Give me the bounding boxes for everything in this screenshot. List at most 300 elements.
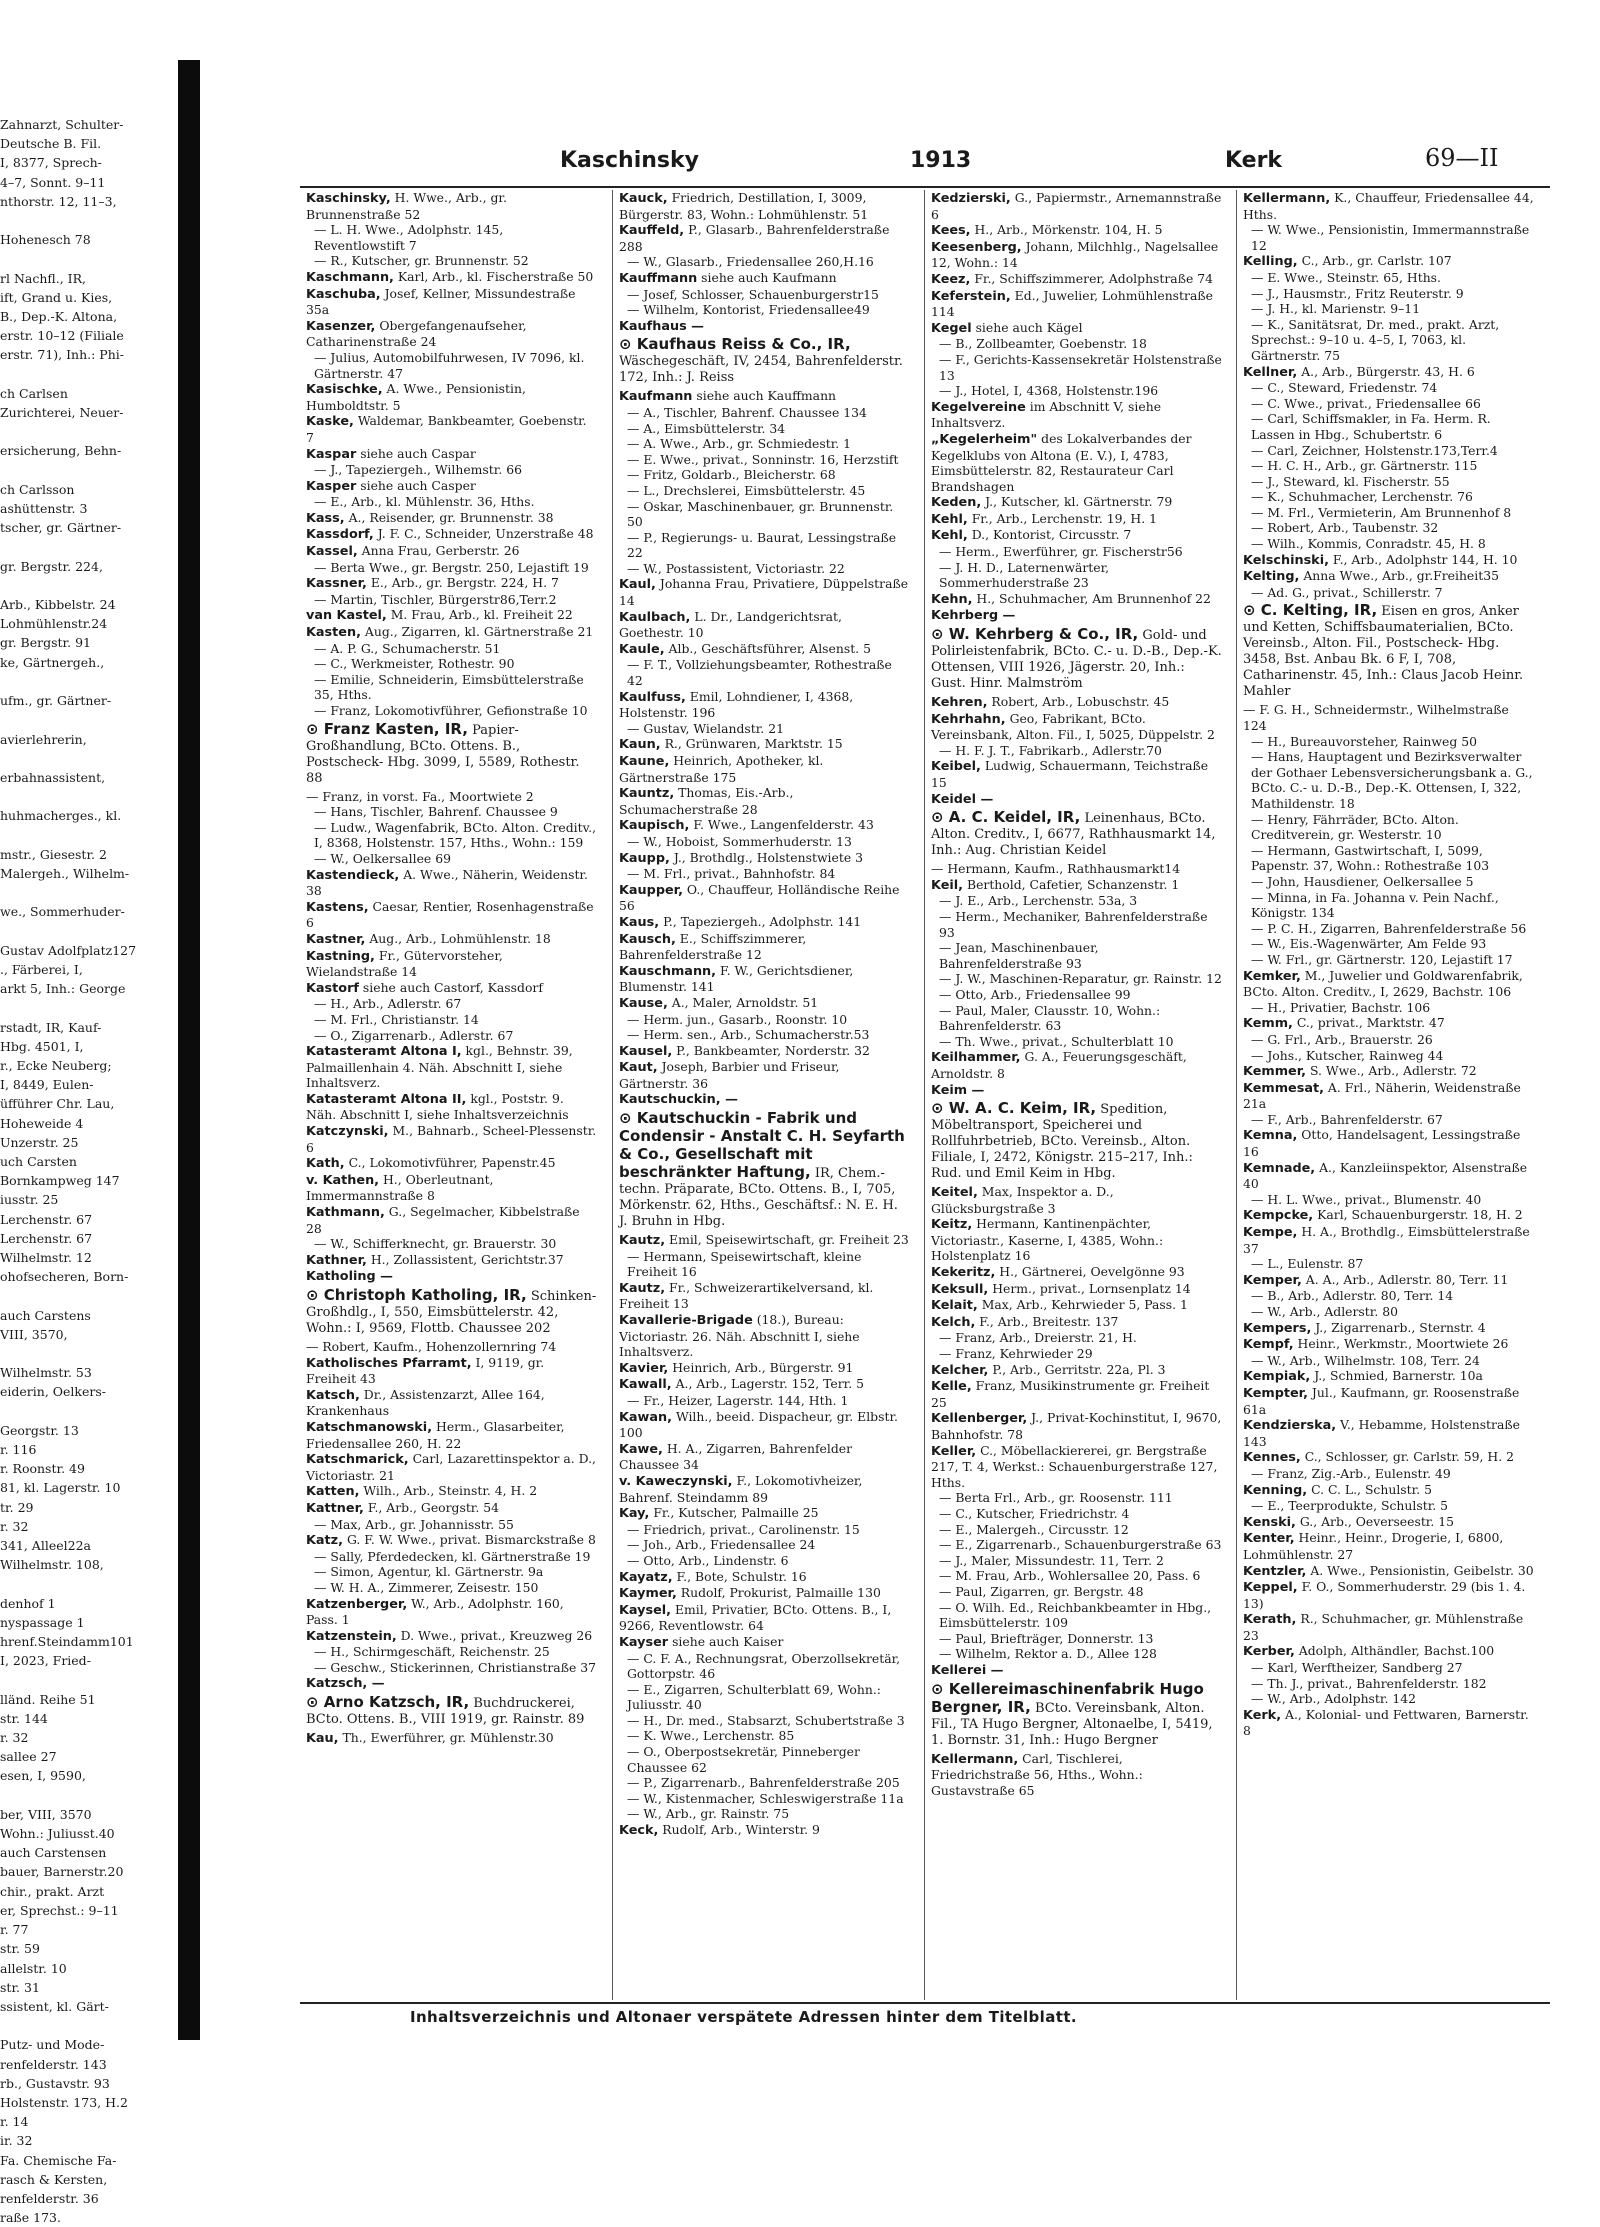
entry-text: — Franz, in vorst. Fa., Moortwiete 2 xyxy=(306,788,534,804)
directory-entry xyxy=(300,624,601,719)
header-year: 1913 xyxy=(910,148,972,173)
left-page-line: ift, Grand u. Kies, xyxy=(0,289,113,305)
entry-text: C., Schlosser, gr. Carlstr. 59, H. 2 xyxy=(1304,1449,1514,1465)
directory-entry xyxy=(1237,1272,1538,1320)
entry-name: Kassner, xyxy=(306,576,367,592)
firm-advert xyxy=(300,1285,601,1339)
entry-subline: — W. H. A., Zimmerer, Zeisestr. 150 xyxy=(314,1579,539,1595)
directory-entry xyxy=(300,526,601,543)
entry-subline: — F., Gerichts-Kassensekretär Holstenstraße 13 xyxy=(939,351,1222,383)
entry-subline: — Friedrich, privat., Carolinenstr. 15 xyxy=(627,1521,860,1537)
directory-entry xyxy=(613,1602,914,1634)
left-page-line: I, 8449, Eulen- xyxy=(0,1077,94,1093)
left-page-line xyxy=(0,1344,178,1363)
entry-subline: — Wilhelm, Kontorist, Friedensallee49 xyxy=(627,302,870,318)
directory-entry xyxy=(925,190,1226,222)
left-page-line xyxy=(0,576,178,595)
entry-subline: — A., Tischler, Bahrenf. Chaussee 134 xyxy=(627,404,867,420)
entry-text: K., Chauffeur, Friedensallee 44, Hths. xyxy=(1243,190,1534,222)
entry-name: Kellermann, xyxy=(931,1751,1019,1767)
firm-details: Leinenhaus, BCto. Alton. Creditv., I, 6677, Rathhausmarkt 14, Inh.: Aug. Christian Keidel xyxy=(931,811,1216,859)
entry-name: Kawan, xyxy=(619,1409,672,1425)
directory-entry xyxy=(925,527,1226,590)
entry-subline: — F. T., Vollziehungsbeamter, Rothestraße 42 xyxy=(627,657,892,689)
entry-name: Kau, xyxy=(306,1731,339,1747)
entry-subline: — C., Werkmeister, Rothestr. 90 xyxy=(314,656,515,672)
entry-text: J., Privat-Kochinstitut, I, 9670, Bahnhofstr. 78 xyxy=(931,1410,1222,1442)
entry-subline: — Henry, Fährräder, BCto. Alton. Creditverein, gr. Westerstr. 10 xyxy=(1251,811,1459,843)
left-page-line: Hohenesch 78 xyxy=(0,232,91,248)
entry-name: Katasteramt Altona I, xyxy=(306,1044,462,1060)
left-page-line: rasch & Kersten, xyxy=(0,2171,108,2187)
firm-name: ⊙ Kautschuckin - Fabrik und Condensir - Anstalt C. H. Seyfarth & Co., Gesellschaft mit beschränkter Haftung, xyxy=(619,1109,905,1182)
entry-text: Heinrich, Apotheker, kl. Gärtnerstraße 175 xyxy=(619,753,824,785)
entry-text: A. Wwe., Pensionistin, Humboldtstr. 5 xyxy=(306,381,526,413)
entry-name: Keibel, xyxy=(931,759,981,775)
entry-name: Keim — xyxy=(931,1082,985,1098)
left-page-line: ohofsecheren, Born- xyxy=(0,1269,129,1285)
entry-text: F. Wwe., Langenfelderstr. 43 xyxy=(693,817,874,833)
entry-subline: — Berta Frl., Arb., gr. Roosenstr. 111 xyxy=(939,1490,1173,1506)
entry-subline: — M. Frl., privat., Bahnhofstr. 84 xyxy=(627,866,836,882)
directory-entry xyxy=(925,1410,1226,1442)
directory-entry xyxy=(613,641,914,689)
entry-text: O., Chauffeur, Holländische Reihe 56 xyxy=(619,881,900,914)
left-page-line: r. 14 xyxy=(0,2114,29,2130)
entry-subline: — H. F. J. T., Fabrikarb., Adlerstr.70 xyxy=(939,742,1162,758)
entry-text: — F. G. H., Schneidermstr., Wilhelmstraße 124 xyxy=(1243,702,1509,734)
entry-name: Kathmann, xyxy=(306,1205,385,1221)
entry-subline: — W., Schifferknecht, gr. Brauerstr. 30 xyxy=(314,1236,557,1252)
left-page-line: r. Roonstr. 49 xyxy=(0,1461,85,1477)
entry-text: A. Frl., Näherin, Weidenstraße 21a xyxy=(1243,1079,1521,1112)
entry-subline: — J., Hausmstr., Fritz Reuterstr. 9 xyxy=(1251,285,1464,301)
entry-text: D. Wwe., privat., Kreuzweg 26 xyxy=(400,1627,593,1643)
entry-text: Fr., Gütervorsteher, Wielandstraße 14 xyxy=(306,947,503,980)
entry-name: Kauffmann xyxy=(619,270,698,286)
left-page-line xyxy=(0,2016,178,2035)
entry-name: Keden, xyxy=(931,495,982,511)
entry-name: Keller, xyxy=(931,1443,977,1459)
left-page-line: ufm., gr. Gärtner- xyxy=(0,693,112,709)
entry-name: Kavier, xyxy=(619,1360,669,1376)
entry-text: Herm., privat., Lornsenplatz 14 xyxy=(992,1280,1191,1296)
entry-name: Kehrberg — xyxy=(931,608,1016,624)
entry-subline: — J. H. D., Laternenwärter, Sommerhuderstraße 23 xyxy=(939,559,1110,591)
entry-text: Johann, Milchhlg., Nagelsallee 12, Wohn.: 14 xyxy=(931,238,1219,271)
entry-name: Kemker, xyxy=(1243,968,1301,984)
left-page-line: Georgstr. 13 xyxy=(0,1422,79,1438)
entry-name: Keidel — xyxy=(931,791,994,807)
directory-entry xyxy=(300,1268,601,1285)
entry-subline: — J. W., Maschinen-Reparatur, gr. Rainstr. 12 xyxy=(939,971,1222,987)
entry-text: Wilh., beeid. Dispacheur, gr. Elbstr. 100 xyxy=(619,1408,898,1441)
entry-subline: — Simon, Agentur, kl. Gärtnerstr. 9a xyxy=(314,1564,544,1580)
entry-name: Kempf, xyxy=(1243,1337,1294,1353)
left-page-line: Fa. Chemische Fa- xyxy=(0,2152,117,2168)
entry-text: siehe auch Kaufmann xyxy=(701,269,837,285)
directory-entry xyxy=(1237,968,1538,1016)
entry-subline: — Th. J., privat., Bahrenfelderstr. 182 xyxy=(1251,1675,1487,1691)
entry-text: Ludwig, Schauermann, Teichstraße 15 xyxy=(931,758,1209,790)
entry-text: E., Schiffszimmerer, Bahrenfelderstraße 12 xyxy=(619,930,807,963)
left-page-line xyxy=(0,672,178,691)
left-page-line: I, 2023, Fried- xyxy=(0,1653,91,1669)
left-page-line: sallee 27 xyxy=(0,1749,57,1765)
left-page-line: tr. 29 xyxy=(0,1499,34,1515)
entry-text: C., Möbellackiererei, gr. Bergstraße 217, T. 4, Werkst.: Schauenburgerstraße 127, Hths. xyxy=(931,1442,1218,1490)
left-page-line: r. 116 xyxy=(0,1442,37,1458)
left-page-line: str. 59 xyxy=(0,1941,40,1957)
directory-entry xyxy=(613,1569,914,1586)
directory-entry xyxy=(1237,568,1538,600)
entry-name: Kaulbach, xyxy=(619,609,691,625)
entry-subline: — W., Arb., Adolphstr. 142 xyxy=(1251,1691,1416,1707)
entry-subline: — H., Schirmgeschäft, Reichenstr. 25 xyxy=(314,1644,550,1660)
entry-text: Heinr., Werkmstr., Moortwiete 26 xyxy=(1297,1336,1509,1352)
directory-entry xyxy=(1237,1063,1538,1080)
entry-text: H., Schuhmacher, Am Brunnenhof 22 xyxy=(976,590,1211,606)
directory-page xyxy=(300,140,1550,2026)
directory-entry xyxy=(925,1362,1226,1379)
header-rule xyxy=(300,186,1550,188)
directory-entry xyxy=(1237,1579,1538,1611)
left-page-line xyxy=(0,883,178,902)
firm-details: IR, Chem.-techn. Präparate, BCto. Ottens. B., I, 705, Mörkenstr. 62, Hths., Geschäftsf.: N. E. H. J. Bruhn in Hbg. xyxy=(619,1166,898,1230)
left-page-line xyxy=(0,537,178,556)
entry-subline: — John, Hausdiener, Oelkersallee 5 xyxy=(1251,873,1474,889)
left-page-line: Wilhelmstr. 108, xyxy=(0,1557,104,1573)
entry-subline: — H., Arb., Adlerstr. 67 xyxy=(314,996,462,1012)
entry-subline: — Gustav, Wielandstr. 21 xyxy=(627,720,784,736)
entry-subline: — Herm., Mechaniker, Bahrenfelderstraße 93 xyxy=(939,908,1208,940)
left-page-line: nthorstr. 12, 11–3, xyxy=(0,193,117,209)
entry-text: Thomas, Eis.-Arb., Schumacherstraße 28 xyxy=(619,785,794,817)
entry-text: Emil, Speisewirtschaft, gr. Freiheit 23 xyxy=(669,1232,909,1248)
entry-text: Fr., Schiffszimmerer, Adolphstraße 74 xyxy=(974,270,1214,286)
firm-details: Eisen en gros, Anker und Ketten, Schiffsbaumaterialien, BCto. Vereinsb., Alton. Fil., Postscheck- Hbg. 3458, Bst. Anbau Bk. 6 F, I, 708, Catharinenstr. 45, Inh.: Claus Jacob Heinr. Mahler xyxy=(1243,604,1524,700)
entry-text: A., Kolonial- und Fettwaren, Barnerstr. 8 xyxy=(1243,1706,1529,1739)
entry-subline: — Hans, Hauptagent und Bezirksverwalter der Gothaer Lebensversicherungsbank a. G., BCto. C.- u. D.-B., Dep.-K. Ottensen, I, 322, Mathildenstr. 18 xyxy=(1251,749,1533,811)
entry-name: Kath, xyxy=(306,1156,345,1172)
entry-subline: — Carl, Zeichner, Holstenstr.173,Terr.4 xyxy=(1251,442,1498,458)
entry-name: Kempter, xyxy=(1243,1385,1308,1401)
directory-entry xyxy=(1237,1385,1538,1417)
directory-entry xyxy=(613,1043,914,1060)
directory-entry xyxy=(613,850,914,882)
directory-entry xyxy=(300,1091,601,1123)
entry-text: J., Zigarrenarb., Sternstr. 4 xyxy=(1315,1319,1486,1335)
entry-name: Kelch, xyxy=(931,1314,976,1330)
directory-entry xyxy=(1237,364,1538,552)
directory-entry xyxy=(1237,1449,1538,1481)
entry-text: Max, Inspektor a. D., Glücksburgstraße 3 xyxy=(931,1184,1114,1216)
directory-entry xyxy=(925,1281,1226,1298)
left-page-line: er, Sprechst.: 9–11 xyxy=(0,1902,119,1918)
entry-subline: — H. C. H., Arb., gr. Gärtnerstr. 115 xyxy=(1251,458,1478,474)
entry-text: A., Reisender, gr. Brunnenstr. 38 xyxy=(348,509,554,525)
entry-text: H. A., Brothdlg., Eimsbüttelerstraße 37 xyxy=(1243,1224,1530,1256)
entry-name: Katasteramt Altona II, xyxy=(306,1091,467,1107)
directory-entry xyxy=(925,694,1226,711)
entry-subline: — W., Postassistent, Victoriastr. 22 xyxy=(627,560,845,576)
left-page-line: Wilhelmstr. 12 xyxy=(0,1249,92,1265)
footer-note: Inhaltsverzeichnis und Altonaer verspätete Adressen hinter dem Titelblatt. xyxy=(410,2008,1077,2026)
entry-text: V., Hebamme, Holstenstraße 143 xyxy=(1243,1417,1520,1449)
entry-name: Kastning, xyxy=(306,948,375,964)
entry-name: Kemper, xyxy=(1243,1272,1302,1288)
directory-entry xyxy=(300,1483,601,1500)
entry-name: Kenski, xyxy=(1243,1514,1296,1530)
entry-name: Kempcke, xyxy=(1243,1208,1314,1224)
page-header xyxy=(300,140,1550,186)
left-page-line: r. 77 xyxy=(0,1922,29,1938)
left-page-line: ersicherung, Behn- xyxy=(0,443,122,459)
entry-subline: — L. H. Wwe., Adolphstr. 145, Reventlowstift 7 xyxy=(314,222,504,253)
left-page-line: Hbg. 4501, I, xyxy=(0,1038,84,1054)
entry-name: Kaspar xyxy=(306,446,357,462)
entry-name: Keilhammer, xyxy=(931,1050,1021,1066)
entry-subline: — Fr., Heizer, Lagerstr. 144, Hth. 1 xyxy=(627,1393,849,1408)
left-page-line: Zurichterei, Neuer- xyxy=(0,405,124,421)
left-page-line: r. 32 xyxy=(0,1730,29,1746)
left-page-line: Unzerstr. 25 xyxy=(0,1134,79,1150)
entry-text: Fr., Kutscher, Palmaille 25 xyxy=(653,1505,819,1521)
left-page-line: arkt 5, Inh.: George xyxy=(0,981,126,997)
directory-entry xyxy=(613,1822,914,1839)
entry-subline: — P. C. H., Zigarren, Bahrenfelderstraße 56 xyxy=(1251,920,1527,936)
entry-subline: — Jean, Maschinenbauer, Bahrenfelderstraße 93 xyxy=(939,940,1099,971)
left-page-line xyxy=(0,422,178,441)
entry-name: Kaschinsky, xyxy=(306,191,391,206)
left-page-line xyxy=(0,922,178,941)
entry-text: H. A., Zigarren, Bahrenfelder Chaussee 34 xyxy=(619,1440,853,1473)
entry-subline: — H. L. Wwe., privat., Blumenstr. 40 xyxy=(1251,1191,1482,1207)
firm-name: ⊙ Christoph Katholing, IR, xyxy=(306,1286,527,1304)
entry-text: Th., Ewerführer, gr. Mühlenstr.30 xyxy=(342,1730,554,1746)
directory-entry xyxy=(925,511,1226,528)
left-page-line: I, 8377, Sprech- xyxy=(0,155,102,171)
entry-text: Fr., Schweizerartikelversand, kl. Freiheit 13 xyxy=(619,1279,874,1312)
entry-name: Kehl, xyxy=(931,528,968,544)
entry-name: Kemna, xyxy=(1243,1128,1298,1144)
entry-name: Kelschinski, xyxy=(1243,552,1329,568)
directory-entry xyxy=(1237,1336,1538,1368)
directory-entry xyxy=(1237,1530,1538,1562)
directory-entry xyxy=(925,1264,1226,1281)
entry-subline: — Max, Arb., gr. Johannisstr. 55 xyxy=(314,1516,514,1532)
entry-name: Kautz, xyxy=(619,1280,666,1296)
firm-name: ⊙ Kaufhaus Reiss & Co., IR, xyxy=(619,335,851,354)
left-page-line xyxy=(0,749,178,768)
entry-subline: — Th. Wwe., privat., Schulterblatt 10 xyxy=(939,1033,1174,1049)
entry-name: Kendzierska, xyxy=(1243,1418,1337,1434)
entry-name: van Kastel, xyxy=(306,608,387,624)
left-page-line: mstr., Giesestr. 2 xyxy=(0,846,107,862)
directory-entry xyxy=(613,1091,914,1108)
directory-entry xyxy=(613,318,914,335)
entry-text: Johanna Frau, Privatiere, Düppelstraße 14 xyxy=(619,576,909,609)
directory-entry xyxy=(300,446,601,478)
left-page-line: r., Ecke Neuberg; xyxy=(0,1057,112,1073)
left-page-line: Malergeh., Wilhelm- xyxy=(0,865,130,881)
directory-entry xyxy=(300,980,601,1043)
entry-name: Kegelvereine xyxy=(931,399,1026,415)
entry-name: Kellner, xyxy=(1243,364,1298,380)
directory-entry xyxy=(925,877,1226,1050)
entry-subline: — W., Arb., gr. Rainstr. 75 xyxy=(627,1806,790,1822)
entry-name: Kasten, xyxy=(306,625,361,641)
entry-text: R., Grünwaren, Marktstr. 15 xyxy=(664,736,843,752)
directory-entry xyxy=(613,1585,914,1602)
entry-text: Hermann, Kantinenpächter, Victoriastr., Kaserne, I, 4385, Wohn.: Holstenplatz 16 xyxy=(931,1216,1164,1264)
left-page-line xyxy=(0,1574,178,1593)
left-page-line: r. 32 xyxy=(0,1518,29,1534)
entry-name: Kavallerie-Brigade xyxy=(619,1313,753,1329)
directory-entry xyxy=(1237,1207,1538,1224)
directory-entry xyxy=(300,510,601,527)
entry-name: Kaupp, xyxy=(619,850,670,866)
entry-subline: — Franz, Kehrwieder 29 xyxy=(939,1346,1093,1362)
entry-text: Karl, Schauenburgerstr. 18, H. 2 xyxy=(1317,1207,1523,1223)
left-page-line xyxy=(0,1670,178,1689)
entry-name: Kaupisch, xyxy=(619,818,690,834)
directory-entry xyxy=(613,609,914,641)
left-page-line: erstr. 71), Inh.: Phi- xyxy=(0,347,124,363)
directory-entry xyxy=(925,1297,1226,1314)
directory-entry xyxy=(1237,253,1538,363)
entry-name: Kass, xyxy=(306,510,345,526)
directory-entry xyxy=(300,931,601,948)
entry-text: Rudolf, Arb., Winterstr. 9 xyxy=(662,1822,820,1838)
entry-text: M. Frau, Arb., kl. Freiheit 22 xyxy=(390,607,573,623)
entry-name: Kautz, xyxy=(619,1233,666,1249)
entry-name: Kellerei — xyxy=(931,1662,1004,1678)
entry-name: Katholing — xyxy=(306,1269,393,1285)
left-page-line: denhof 1 xyxy=(0,1595,56,1611)
entry-text: F., Bote, Schulstr. 16 xyxy=(676,1568,807,1584)
entry-text: kgl., Poststr. 9. Näh. Abschnitt I, siehe Inhaltsverzeichnis xyxy=(306,1090,569,1123)
firm-details: Buchdruckerei, BCto. Ottens. B., VIII 1919, gr. Rainstr. 89 xyxy=(306,1696,585,1728)
left-page-line: raße 173. xyxy=(0,2210,61,2226)
entry-name: Katschmanowski, xyxy=(306,1419,433,1435)
left-page-line xyxy=(0,710,178,729)
entry-subline: — B., Zollbeamter, Goebenstr. 18 xyxy=(939,336,1147,352)
entry-text: kgl., Behnstr. 39, Palmaillenhain 4. Näh. Abschnitt I, siehe Inhaltsverz. xyxy=(306,1043,573,1091)
entry-name: Kelcher, xyxy=(931,1362,989,1378)
directory-entry xyxy=(1237,702,1538,967)
entry-text: G., Papiermstr., Arnemannstraße 6 xyxy=(931,190,1222,222)
directory-entry xyxy=(925,320,1226,399)
entry-subline: — J., Steward, kl. Fischerstr. 55 xyxy=(1251,473,1450,489)
firm-details: Wäschegeschäft, IV, 2454, Bahrenfelderstr. 172, Inh.: J. Reiss xyxy=(619,354,903,386)
entry-name: Kasenzer, xyxy=(306,318,376,334)
entry-name: Katten, xyxy=(306,1484,360,1500)
left-page-line xyxy=(0,249,178,268)
firm-advert xyxy=(613,334,914,388)
entry-name: Katz, xyxy=(306,1533,343,1549)
entry-text: Josef, Kellner, Missundestraße 35a xyxy=(306,285,576,318)
entry-text: C., privat., Marktstr. 47 xyxy=(1296,1015,1445,1031)
entry-text: P., Glasarb., Bahrenfelderstraße 288 xyxy=(619,222,890,254)
directory-entry xyxy=(613,817,914,849)
entry-name: Kekeritz, xyxy=(931,1265,996,1281)
entry-text: siehe auch Caspar xyxy=(360,445,476,461)
directory-entry xyxy=(925,399,1226,431)
directory-entry xyxy=(300,789,601,867)
entry-subline: — A., Eimsbüttelerstr. 34 xyxy=(627,420,786,436)
left-page-line: erbahnassistent, xyxy=(0,769,106,785)
entry-name: Kelle, xyxy=(931,1379,972,1395)
entry-name: Kaul, xyxy=(619,577,656,593)
left-page-line: eiderin, Oelkers- xyxy=(0,1384,106,1400)
entry-text: Fr., Arb., Lerchenstr. 19, H. 1 xyxy=(971,510,1157,526)
entry-text: Berthold, Cafetier, Schanzenstr. 1 xyxy=(966,876,1180,892)
entry-subline: — Robert, Arb., Taubenstr. 32 xyxy=(1251,520,1439,536)
entry-text: P., Arb., Gerritstr. 22a, Pl. 3 xyxy=(992,1361,1166,1377)
firm-name: ⊙ Arno Katzsch, IR, xyxy=(306,1693,470,1712)
entry-subline: — J., Maler, Missundestr. 11, Terr. 2 xyxy=(939,1552,1164,1568)
firm-details: Gold- und Polirleistenfabrik, BCto. C.- u. D.-B., Dep.-K. Ottensen, VIII 1926, Jägerstr. 20, Inh.: Gust. Hinr. Malmström xyxy=(931,628,1222,692)
entry-name: Kaschuba, xyxy=(306,286,381,302)
entry-subline: — Otto, Arb., Friedensallee 99 xyxy=(939,986,1131,1002)
entry-subline: — W. Frl., gr. Gärtnerstr. 120, Lejastift 17 xyxy=(1251,951,1513,967)
entry-name: Kelait, xyxy=(931,1298,978,1314)
entry-text: Ed., Juwelier, Lohmühlenstraße 114 xyxy=(931,287,1213,320)
entry-name: Kaufhaus — xyxy=(619,318,704,334)
entry-name: Kempiak, xyxy=(1243,1369,1311,1385)
entry-subline: — G. Frl., Arb., Brauerstr. 26 xyxy=(1251,1031,1433,1047)
entry-subline: — Martin, Tischler, Bürgerstr86,Terr.2 xyxy=(314,591,557,607)
entry-text: H., Arb., Mörkenstr. 104, H. 5 xyxy=(974,222,1163,238)
entry-subline: — O., Oberpostsekretär, Pinneberger Chaussee 62 xyxy=(627,1744,860,1775)
entry-subline: — J., Tapeziergeh., Wilhemstr. 66 xyxy=(314,462,522,478)
left-page-line: ch Carlsen xyxy=(0,385,68,401)
directory-entry xyxy=(300,1172,601,1204)
entry-name: Kerber, xyxy=(1243,1644,1295,1660)
entry-text: Rudolf, Prokurist, Palmaille 130 xyxy=(680,1585,881,1601)
column-2 xyxy=(612,190,914,2000)
entry-subline: — A. P. G., Schumacherstr. 51 xyxy=(314,640,501,656)
directory-entry xyxy=(300,413,601,445)
left-page-line: chir., prakt. Arzt xyxy=(0,1883,105,1899)
directory-entry xyxy=(925,1443,1226,1662)
entry-text: A. A., Arb., Adlerstr. 80, Terr. 11 xyxy=(1305,1271,1509,1287)
directory-entry xyxy=(613,1280,914,1312)
entry-name: Kees, xyxy=(931,223,971,239)
directory-entry xyxy=(925,1082,1226,1099)
entry-text: R., Schuhmacher, gr. Mühlenstraße 23 xyxy=(1243,1611,1524,1643)
entry-name: Kaupper, xyxy=(619,882,683,898)
entry-text: Carl, Lazarettinspektor a. D., Victoriastr. 21 xyxy=(306,1451,596,1483)
entry-name: Kautschuckin, — xyxy=(619,1092,738,1108)
directory-entry xyxy=(1237,1643,1538,1706)
directory-entry xyxy=(925,288,1226,320)
directory-entry xyxy=(1237,1514,1538,1531)
entry-subline: — Wilh., Kommis, Conradstr. 45, H. 8 xyxy=(1251,536,1486,552)
left-page-line xyxy=(0,1786,178,1805)
left-page-line: ir. 32 xyxy=(0,2133,33,2149)
entry-text: Carl, Tischlerei, Friedrichstraße 56, Hths., Wohn.: Gustavstraße 65 xyxy=(931,1750,1143,1798)
entry-text: F., Arb., Georgstr. 54 xyxy=(367,1499,500,1515)
entry-text: Waldemar, Bankbeamter, Goebenstr. 7 xyxy=(306,413,587,445)
entry-subline: — C. F. A., Rechnungsrat, Oberzollsekretär, Gottorpstr. 46 xyxy=(627,1650,901,1682)
directory-entry xyxy=(613,882,914,914)
firm-details: Schinken-Großhdlg., I, 550, Eimsbüttelerstr. 42, Wohn.: I, 9569, Flottb. Chaussee 202 xyxy=(306,1289,597,1336)
directory-entry xyxy=(925,711,1226,759)
entry-text: H. Wwe., Arb., gr. Brunnenstraße 52 xyxy=(306,190,507,222)
entry-name: Kauschmann, xyxy=(619,963,717,979)
